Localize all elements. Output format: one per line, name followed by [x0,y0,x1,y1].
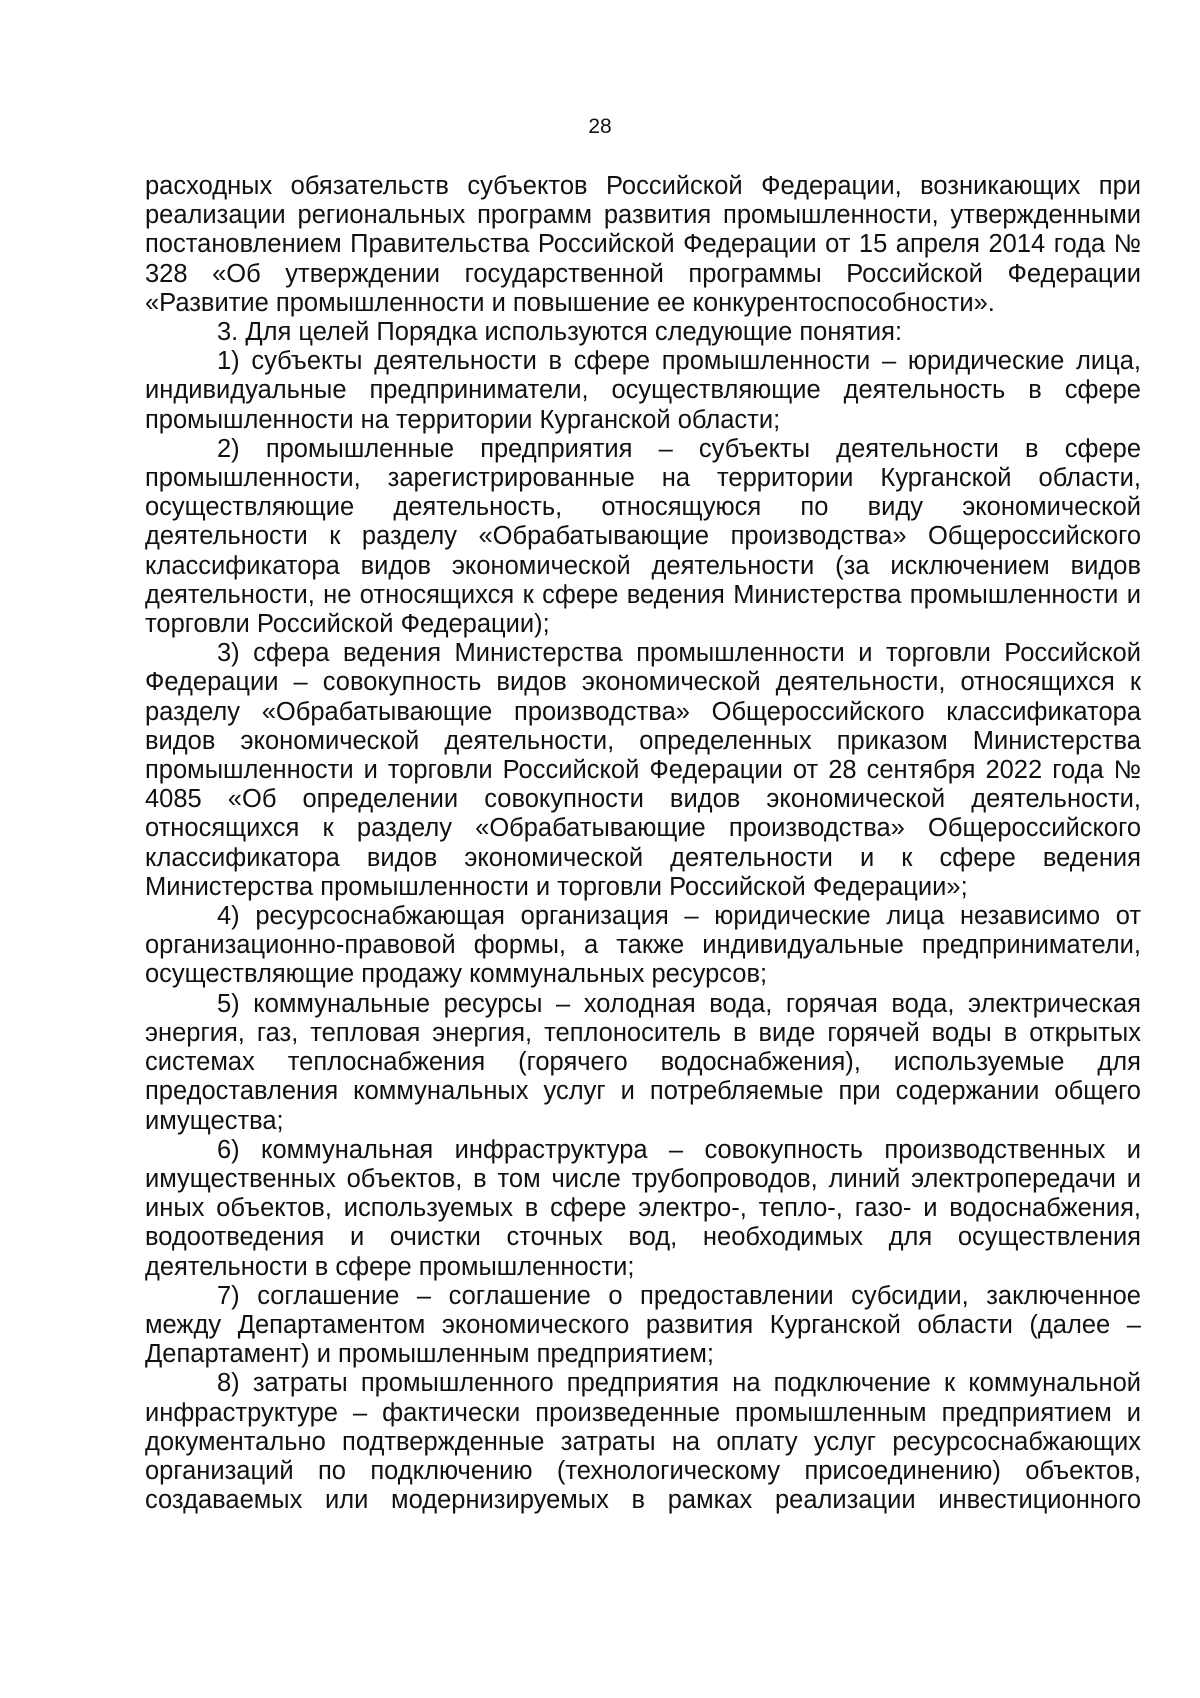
paragraph-item-3: 3. Для целей Порядка используются следующие понятия: [217,318,903,347]
document-body [145,172,1141,1515]
paragraph-subitem-5: 5) коммунальные ресурсы – холодная вода, горячая вода, электрическая энергия, газ, тепловая энергия, теплоноситель в виде горячей воды в открытых системах теплоснабжения (горячего водоснабжения), используемые для предоставления коммунальных услуг и потребляемые при содержании общего имущества; [145,989,1141,1135]
paragraph-subitem-4: 4) ресурсоснабжающая организация – юридические лица независимо от организационно-правовой формы, а также индивидуальные предприниматели, осуществляющие продажу коммунальных ресурсов; [145,902,1141,989]
paragraph-subitem-7: 7) соглашение – соглашение о предоставлении субсидии, заключенное между Департаментом экономического развития Курганской области (далее – Департамент) и промышленным предприятием; [145,1281,1141,1369]
paragraph-continuation: расходных обязательств субъектов Российской Федерации, возникающих при реализации региональных программ развития промышленности, утвержденными постановлением Правительства Российской Федерации от 15 апреля 2014 года № 328 «Об утверждении государственной программы Российской Федерации «Развитие промышленности и повышение ее конкурентоспособности». [145,172,1141,317]
paragraph-subitem-6: 6) коммунальная инфраструктура – совокупность производственных и имущественных объектов, в том числе трубопроводов, линий электропередачи и иных объектов, используемых в сфере электро-, тепло-, газо- и водоснабжения, водоотведения и очистки сточных вод, необходимых для осуществления деятельности в сфере промышленности; [145,1135,1141,1281]
paragraph-subitem-8: 8) затраты промышленного предприятия на подключение к коммунальной инфраструктуре – фактически произведенные промышленным предприятием и документально подтвержденные затраты на оплату услуг ресурсоснабжающих организаций по подключению (технологическому присоединению) объектов, создаваемых или модернизируемых в рамках реализации инвестиционного [145,1369,1141,1515]
paragraph-subitem-2: 2) промышленные предприятия – субъекты деятельности в сфере промышленности, зарегистрированные на территории Курганской области, осуществляющие деятельность, относящуюся по виду экономической деятельности к разделу «Обрабатывающие производства» Общероссийского классификатора видов экономической деятельности (за исключением видов деятельности, не относящихся к сфере ведения Министерства промышленности и торговли Российской Федерации); [145,434,1141,639]
paragraph-subitem-1: 1) субъекты деятельности в сфере промышленности – юридические лица, индивидуальные предприниматели, осуществляющие деятельность в сфере промышленности на территории Курганской области; [145,347,1141,434]
page-number: 28 [588,115,612,138]
paragraph-subitem-3: 3) сфера ведения Министерства промышленности и торговли Российской Федерации – совокупность видов экономической деятельности, относящихся к разделу «Обрабатывающие производства» Общероссийского классификатора видов экономической деятельности, определенных приказом Министерства промышленности и торговли Российской Федерации от 28 сентября 2022 года № 4085 «Об определении совокупности видов экономической деятельности, относящихся к разделу «Обрабатывающие производства» Общероссийского классификатора видов экономической деятельности и к сфере ведения Министерства промышленности и торговли Российской Федерации»; [145,639,1141,901]
